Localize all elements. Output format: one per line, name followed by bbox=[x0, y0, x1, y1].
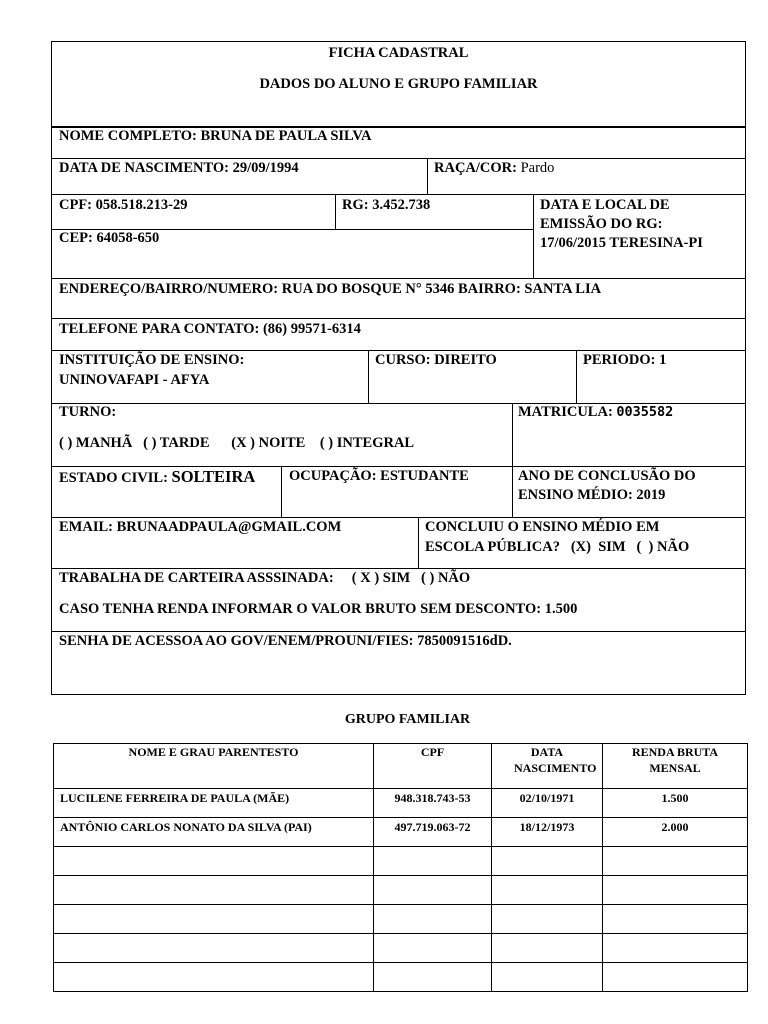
rg-emissao-line2: EMISSÃO DO RG: bbox=[540, 216, 663, 232]
page-subtitle: DADOS DO ALUNO E GRUPO FAMILIAR bbox=[259, 76, 538, 92]
conclusao-line2: ENSINO MÉDIO: 2019 bbox=[518, 487, 666, 503]
divider bbox=[576, 350, 577, 403]
divider bbox=[52, 318, 745, 319]
divider bbox=[418, 517, 419, 568]
table-cell: 2.000 bbox=[603, 818, 748, 847]
table-cell bbox=[54, 905, 374, 934]
senha-field: SENHA DE ACESSOA AO GOV/ENEM/PROUNI/FIES: 7850091516dD. bbox=[59, 633, 512, 649]
table-cell bbox=[492, 905, 603, 934]
table-cell bbox=[374, 934, 492, 963]
escola-publica-line1: CONCLUIU O ENSINO MÉDIO EM bbox=[425, 519, 660, 535]
divider bbox=[427, 158, 428, 194]
nome-field: NOME COMPLETO: BRUNA DE PAULA SILVA bbox=[59, 128, 372, 144]
carteira-field: TRABALHA DE CARTEIRA ASSSINADA: ( X ) SIM ( ) NÃO bbox=[59, 570, 471, 586]
instituicao-line2: UNINOVAFAPI - AFYA bbox=[59, 372, 210, 388]
header-cpf: CPF bbox=[374, 744, 492, 789]
table-cell: ANTÔNIO CARLOS NONATO DA SILVA (PAI) bbox=[54, 818, 374, 847]
email-field: EMAIL: BRUNAADPAULA@GMAIL.COM bbox=[59, 519, 342, 535]
header-data-nascimento: DATA NASCIMENTO bbox=[492, 744, 603, 789]
instituicao-line1: INSTITUIÇÃO DE ENSINO: bbox=[59, 352, 245, 368]
table-cell bbox=[54, 934, 374, 963]
table-row bbox=[54, 847, 748, 876]
table-row bbox=[54, 789, 748, 818]
grupo-familiar-table bbox=[53, 743, 748, 992]
header-renda: RENDA BRUTA MENSAL bbox=[603, 744, 748, 789]
estado-civil-field: ESTADO CIVIL: SOLTEIRA bbox=[59, 467, 256, 486]
turno-label: TURNO: bbox=[59, 404, 117, 420]
divider bbox=[512, 403, 513, 517]
table-cell: LUCILENE FERREIRA DE PAULA (MÃE) bbox=[54, 789, 374, 818]
table-cell bbox=[54, 876, 374, 905]
table-row bbox=[54, 905, 748, 934]
conclusao-line1: ANO DE CONCLUSÃO DO bbox=[518, 468, 696, 484]
divider bbox=[533, 194, 534, 278]
table-cell bbox=[374, 876, 492, 905]
divider bbox=[52, 278, 745, 279]
turno-opcoes: ( ) MANHÃ ( ) TARDE (X ) NOITE ( ) INTEGRAL bbox=[59, 435, 415, 451]
table-cell bbox=[603, 963, 748, 992]
rg-field: RG: 3.452.738 bbox=[342, 197, 431, 213]
table-cell: 1.500 bbox=[603, 789, 748, 818]
divider bbox=[368, 350, 369, 403]
table-cell bbox=[374, 905, 492, 934]
endereco-field: ENDEREÇO/BAIRRO/NUMERO: RUA DO BOSQUE N° 5346 BAIRRO: SANTA LIA bbox=[59, 281, 602, 297]
divider bbox=[281, 466, 282, 517]
table-row bbox=[54, 876, 748, 905]
escola-publica-line2: ESCOLA PÚBLICA? (X) SIM ( ) NÃO bbox=[425, 539, 690, 555]
table-cell bbox=[603, 876, 748, 905]
table-cell bbox=[492, 876, 603, 905]
table-row bbox=[54, 934, 748, 963]
divider bbox=[52, 194, 745, 195]
table-row bbox=[54, 963, 748, 992]
rg-emissao-line3: 17/06/2015 TERESINA-PI bbox=[540, 235, 703, 251]
table-cell bbox=[603, 905, 748, 934]
cep-field: CEP: 64058-650 bbox=[59, 230, 160, 246]
matricula-field: MATRICULA: 0035582 bbox=[518, 404, 674, 420]
telefone-field: TELEFONE PARA CONTATO: (86) 99571-6314 bbox=[59, 321, 361, 337]
header-nome: NOME E GRAU PARENTESTO bbox=[54, 744, 374, 789]
table-cell bbox=[54, 847, 374, 876]
cpf-field: CPF: 058.518.213-29 bbox=[59, 197, 188, 213]
table-cell bbox=[492, 963, 603, 992]
table-cell: 497.719.063-72 bbox=[374, 818, 492, 847]
table-cell bbox=[374, 847, 492, 876]
periodo-field: PERIODO: 1 bbox=[583, 352, 667, 368]
ocupacao-field: OCUPAÇÃO: ESTUDANTE bbox=[289, 468, 469, 484]
table-cell bbox=[492, 934, 603, 963]
page-title: FICHA CADASTRAL bbox=[328, 45, 469, 61]
table-cell bbox=[54, 963, 374, 992]
table-cell bbox=[492, 847, 603, 876]
grupo-familiar-title: GRUPO FAMILIAR bbox=[344, 712, 471, 727]
cadastro-form bbox=[51, 41, 746, 695]
table-cell: 02/10/1971 bbox=[492, 789, 603, 818]
table-cell bbox=[374, 963, 492, 992]
rg-emissao-line1: DATA E LOCAL DE bbox=[540, 197, 670, 213]
table-row bbox=[54, 818, 748, 847]
table-cell bbox=[603, 934, 748, 963]
renda-field: CASO TENHA RENDA INFORMAR O VALOR BRUTO SEM DESCONTO: 1.500 bbox=[59, 601, 578, 617]
table-cell: 948.318.743-53 bbox=[374, 789, 492, 818]
nascimento-field: DATA DE NASCIMENTO: 29/09/1994 bbox=[59, 160, 299, 176]
table-header-row bbox=[54, 744, 748, 789]
raca-field: RAÇA/COR: Pardo bbox=[434, 160, 555, 176]
table-cell: 18/12/1973 bbox=[492, 818, 603, 847]
divider bbox=[335, 194, 336, 229]
table-cell bbox=[603, 847, 748, 876]
curso-field: CURSO: DIREITO bbox=[375, 352, 497, 368]
